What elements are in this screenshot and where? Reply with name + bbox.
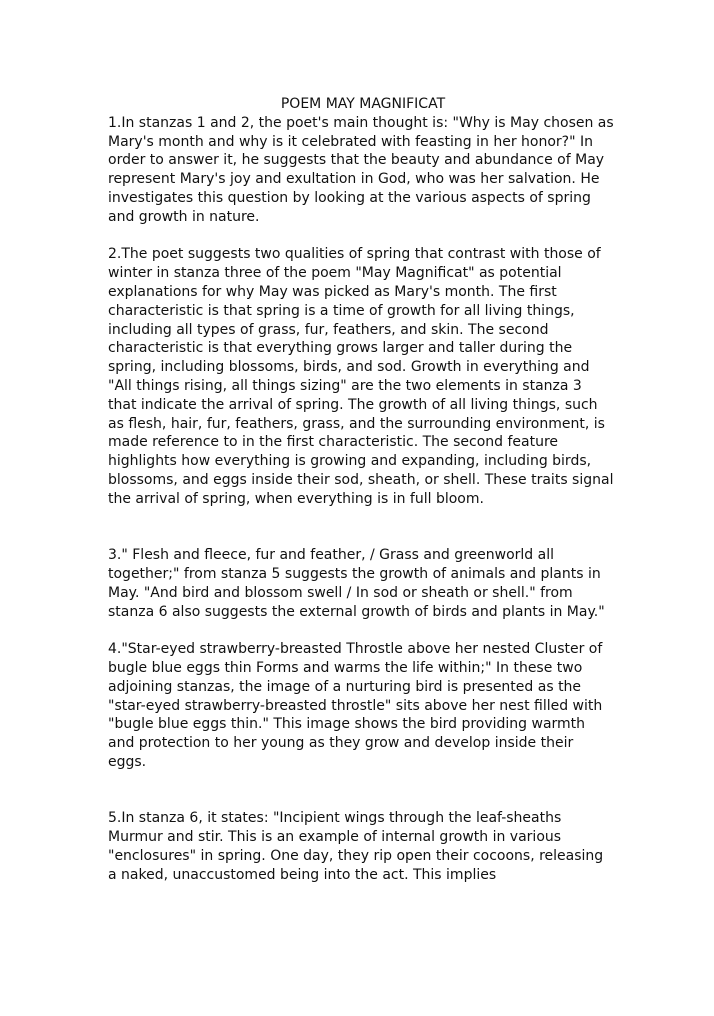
paragraph-5: 5.In stanza 6, it states: "Incipient wings through the leaf-sheaths Murmur and stir. This is an example of internal growth in various "enclosures" in spring. One day, they rip open their cocoons, releasing a naked, unaccustomed being into the act. This implies [108,810,604,883]
paragraph-gap [108,772,614,810]
paragraph-3: 3." Flesh and fleece, fur and feather, / Grass and greenworld all together;" from stanza 5 suggests the growth of animals and plants in May. "And bird and blossom swell / In sod or sheath or shell." from stanza 6 also suggests the external growth of birds and plants in May." [108,547,605,620]
document-title: POEM MAY MAGNIFICAT [280,96,446,112]
paragraph-4: 4."Star-eyed strawberry-breasted Throstle above her nested Cluster of bugle blue eggs thin Forms and warms the life within;" In these two adjoining stanzas, the image of a nurturing bird is presented as the "star-eyed strawberry-breasted throstle" sits above her nest filled with "bugle blue eggs thin." This image shows the bird providing warmth and protection to her young as they grow and develop inside their eggs. [108,641,603,770]
paragraph-2: 2.The poet suggests two qualities of spring that contrast with those of winter in stanza three of the poem "May Magnificat" as potential explanations for why May was picked as Mary's month. The first characteristic is that spring is a time of growth for all living things, including all types of grass, fur, feathers, and skin. The second characteristic is that everything grows larger and taller during the spring, including blossoms, birds, and sod. Growth in everything and "All things rising, all things sizing" are the two elements in stanza 3 that indicate the arrival of spring. The growth of all living things, such as flesh, hair, fur, feathers, grass, and the surrounding environment, is made reference to in the first characteristic. The second feature highlights how everything is growing and expanding, including birds, blossoms, and eggs inside their sod, sheath, or shell. These traits signal the arrival of spring, when everything is in full bloom. [108,246,614,507]
paragraph-1: 1.In stanzas 1 and 2, the poet's main thought is: "Why is May chosen as Mary's month and why is it celebrated with feasting in her honor?" In order to answer it, he suggests that the beauty and abundance of May represent Mary's joy and exultation in God, who was her salvation. He investigates this question by looking at the various aspects of spring and growth in nature. [108,114,614,225]
paragraph-gap [108,509,614,547]
paragraph-gap [108,227,614,246]
paragraph-gap [108,621,614,640]
document-body [108,95,614,884]
